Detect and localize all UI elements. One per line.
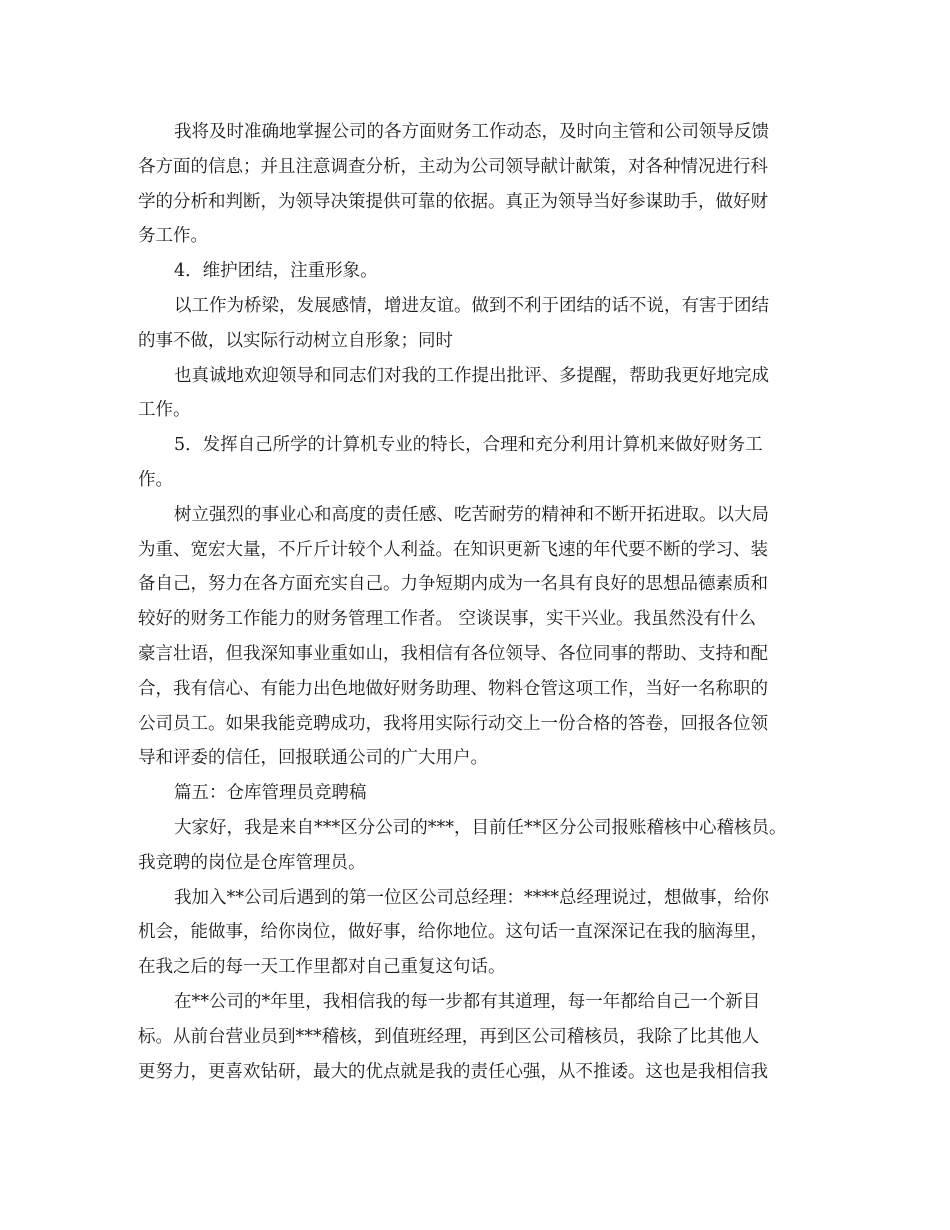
text-line: 在**公司的*年里，我相信我的每一步都有其道理，每一年都给自己一个新目 <box>174 991 761 1012</box>
text-line: 务工作。 <box>138 226 208 247</box>
text-line: 较好的财务工作能力的财务管理工作者。 空谈误事，实干兴业。我虽然没有什么 <box>138 609 757 630</box>
text-line: 树立强烈的事业心和高度的责任感、吃苦耐劳的精神和不断开拓进取。以大局 <box>174 504 769 525</box>
paragraph <box>138 498 828 776</box>
text-line: 公司员工。如果我能竞聘成功，我将用实际行动交上一份合格的答卷，回报各位领 <box>138 713 768 734</box>
text-line: 的事不做，以实际行动树立自形象；同时 <box>138 330 453 351</box>
paragraph <box>138 115 828 254</box>
section-heading <box>138 254 828 289</box>
text-line: 作。 <box>138 469 173 490</box>
text-line: 在我之后的每一天工作里都对自己重复这句话。 <box>138 957 506 978</box>
text-line: 机会，能做事，给你岗位，做好事，给你地位。这句话一直深深记在我的脑海里， <box>138 922 768 943</box>
text-line: 各方面的信息；并且注意调查分析，主动为公司领导献计献策，对各种情况进行科 <box>138 156 768 177</box>
text-line: 备自己，努力在各方面充实自己。力争短期内成为一名具有良好的思想品德素质和 <box>138 574 768 595</box>
section-heading <box>138 428 828 498</box>
text-line: 5．发挥自己所学的计算机专业的特长，合理和充分利用计算机来做好财务工 <box>174 435 763 456</box>
text-line: 学的分析和判断，为领导决策提供可靠的依据。真正为领导当好参谋助手，做好财 <box>138 191 768 212</box>
text-line: 为重、宽宏大量，不斤斤计较个人利益。在知识更新飞速的年代要不断的学习、装 <box>138 539 768 560</box>
text-line: 大家好，我是来自***区分公司的***，目前任**区分公司报账稽核中心稽核员。 <box>174 817 787 838</box>
text-line: 合，我有信心、有能力出色地做好财务助理、物料仓管这项工作，当好一名称职的 <box>138 678 768 699</box>
text-line: 篇五：仓库管理员竞聘稿 <box>174 783 367 804</box>
paragraph <box>138 985 828 1089</box>
text-line: 我将及时准确地掌握公司的各方面财务工作动态，及时向主管和公司领导反馈 <box>174 122 769 142</box>
paragraph <box>138 289 828 359</box>
text-line: 标。从前台营业员到***稽核，到值班经理，再到区公司稽核员，我除了比其他人 <box>138 1026 760 1047</box>
text-line: 我竞聘的岗位是仓库管理员。 <box>138 852 366 873</box>
text-line: 豪言壮语，但我深知事业重如山，我相信有各位领导、各位同事的帮助、支持和配 <box>138 643 768 664</box>
text-line: 也真诚地欢迎领导和同志们对我的工作提出批评、多提醒，帮助我更好地完成 <box>174 365 769 386</box>
text-line: 更努力，更喜欢钻研，最大的优点就是我的责任心强，从不推诿。这也是我相信我 <box>138 1061 768 1082</box>
text-line: 4．维护团结，注重形象。 <box>174 261 378 282</box>
text-line: 以工作为桥梁，发展感情，增进友谊。做到不利于团结的话不说，有害于团结 <box>174 295 769 316</box>
document-body <box>138 115 828 1089</box>
paragraph <box>138 811 828 881</box>
section-title <box>138 776 828 811</box>
paragraph <box>138 359 828 429</box>
text-line: 工作。 <box>138 400 191 421</box>
text-line: 导和评委的信任，回报联通公司的广大用户。 <box>138 748 488 769</box>
text-line: 我加入**公司后遇到的第一位区公司总经理：****总经理说过，想做事，给你 <box>174 887 769 908</box>
paragraph <box>138 881 828 985</box>
